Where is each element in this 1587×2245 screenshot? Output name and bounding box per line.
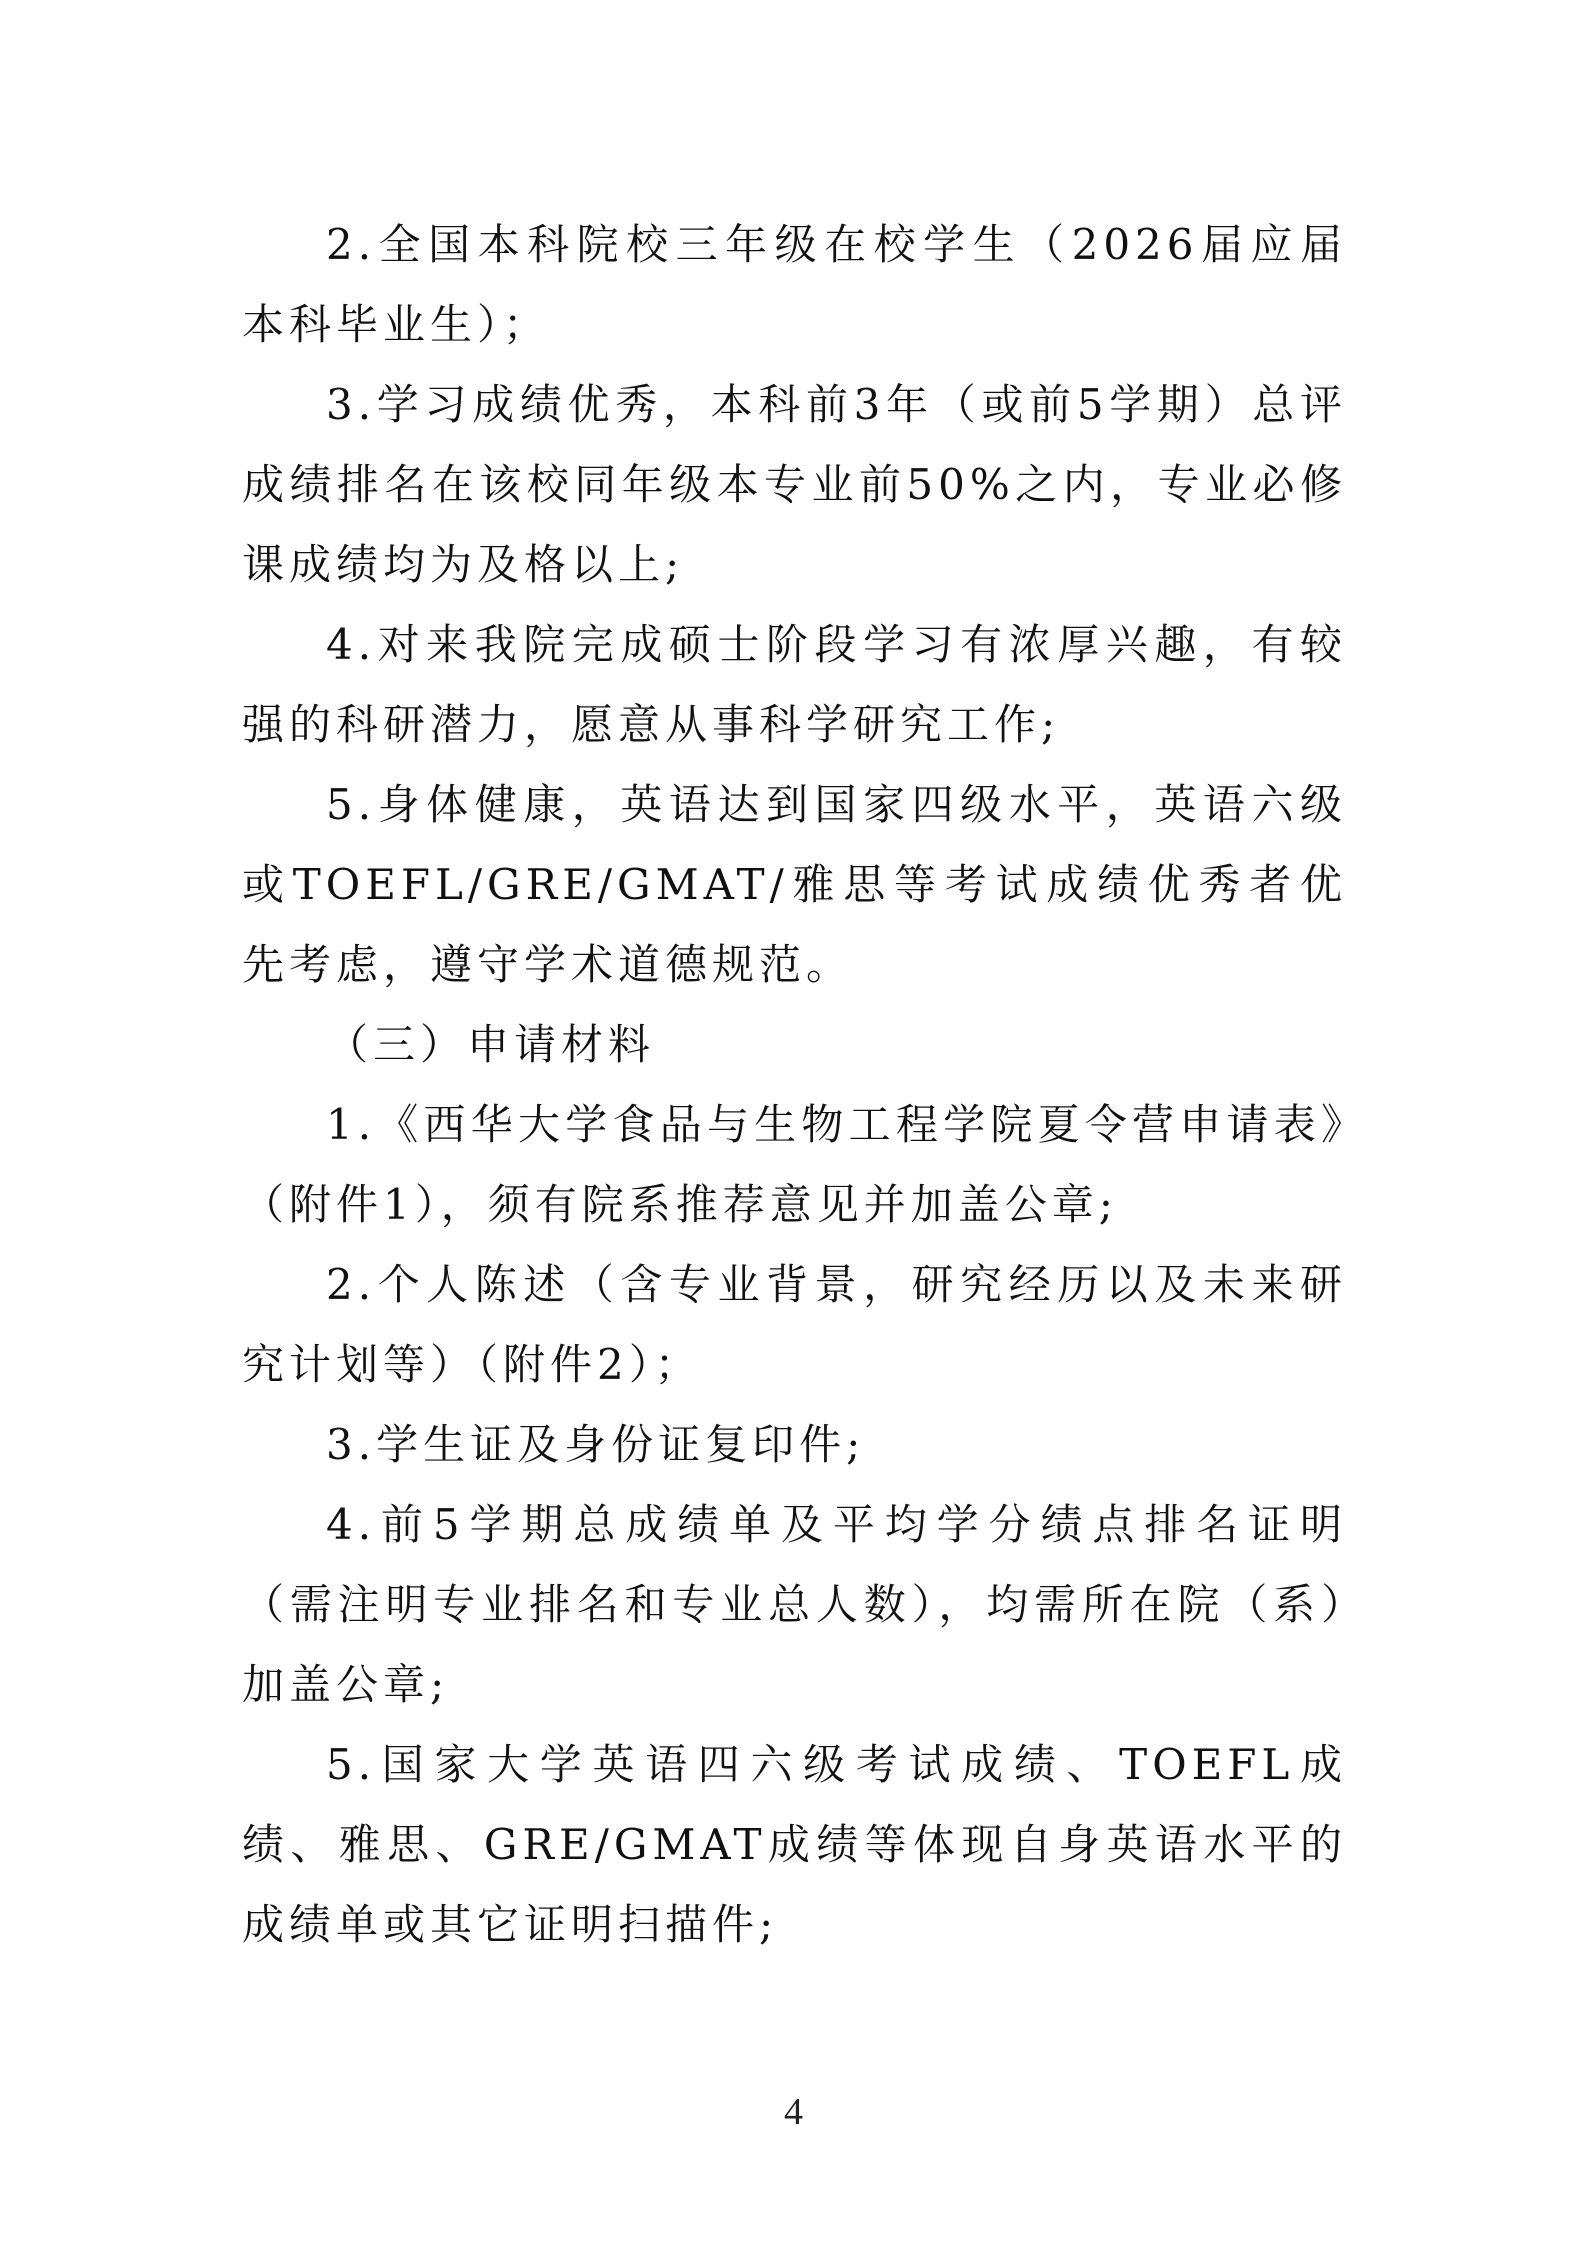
page-number: 4 bbox=[784, 2091, 803, 2133]
material-item-5: 5.国家大学英语四六级考试成绩、TOEFL成绩、雅思、GRE/GMAT成绩等体现自身英语水平的成绩单或其它证明扫描件; bbox=[242, 1740, 1347, 1949]
material-item-4: 4.前5学期总成绩单及平均学分绩点排名证明（需注明专业排名和专业总人数），均需所在院（系）加盖公章; bbox=[242, 1500, 1347, 1709]
criteria-item-3: 3.学习成绩优秀，本科前3年（或前5学期）总评成绩排名在该校同年级本专业前50%之内，专业必修课成绩均为及格以上; bbox=[242, 380, 1347, 589]
criteria-item-2: 2.全国本科院校三年级在校学生（2026届应届本科毕业生）； bbox=[242, 220, 1347, 349]
material-item-2: 2.个人陈述（含专业背景，研究经历以及未来研究计划等）（附件2）； bbox=[242, 1260, 1347, 1389]
criteria-item-5: 5.身体健康，英语达到国家四级水平，英语六级或TOEFL/GRE/GMAT/雅思等考试成绩优秀者优先考虑，遵守学术道德规范。 bbox=[242, 780, 1347, 989]
section-heading-materials: （三）申请材料 bbox=[326, 1020, 656, 1069]
material-item-1: 1.《西华大学食品与生物工程学院夏令营申请表》（附件1），须有院系推荐意见并加盖公章; bbox=[242, 1100, 1347, 1229]
document-body bbox=[242, 205, 1347, 1965]
criteria-item-4: 4.对来我院完成硕士阶段学习有浓厚兴趣，有较强的科研潜力，愿意从事科学研究工作; bbox=[242, 620, 1347, 749]
material-item-3: 3.学生证及身份证复印件; bbox=[326, 1420, 866, 1469]
